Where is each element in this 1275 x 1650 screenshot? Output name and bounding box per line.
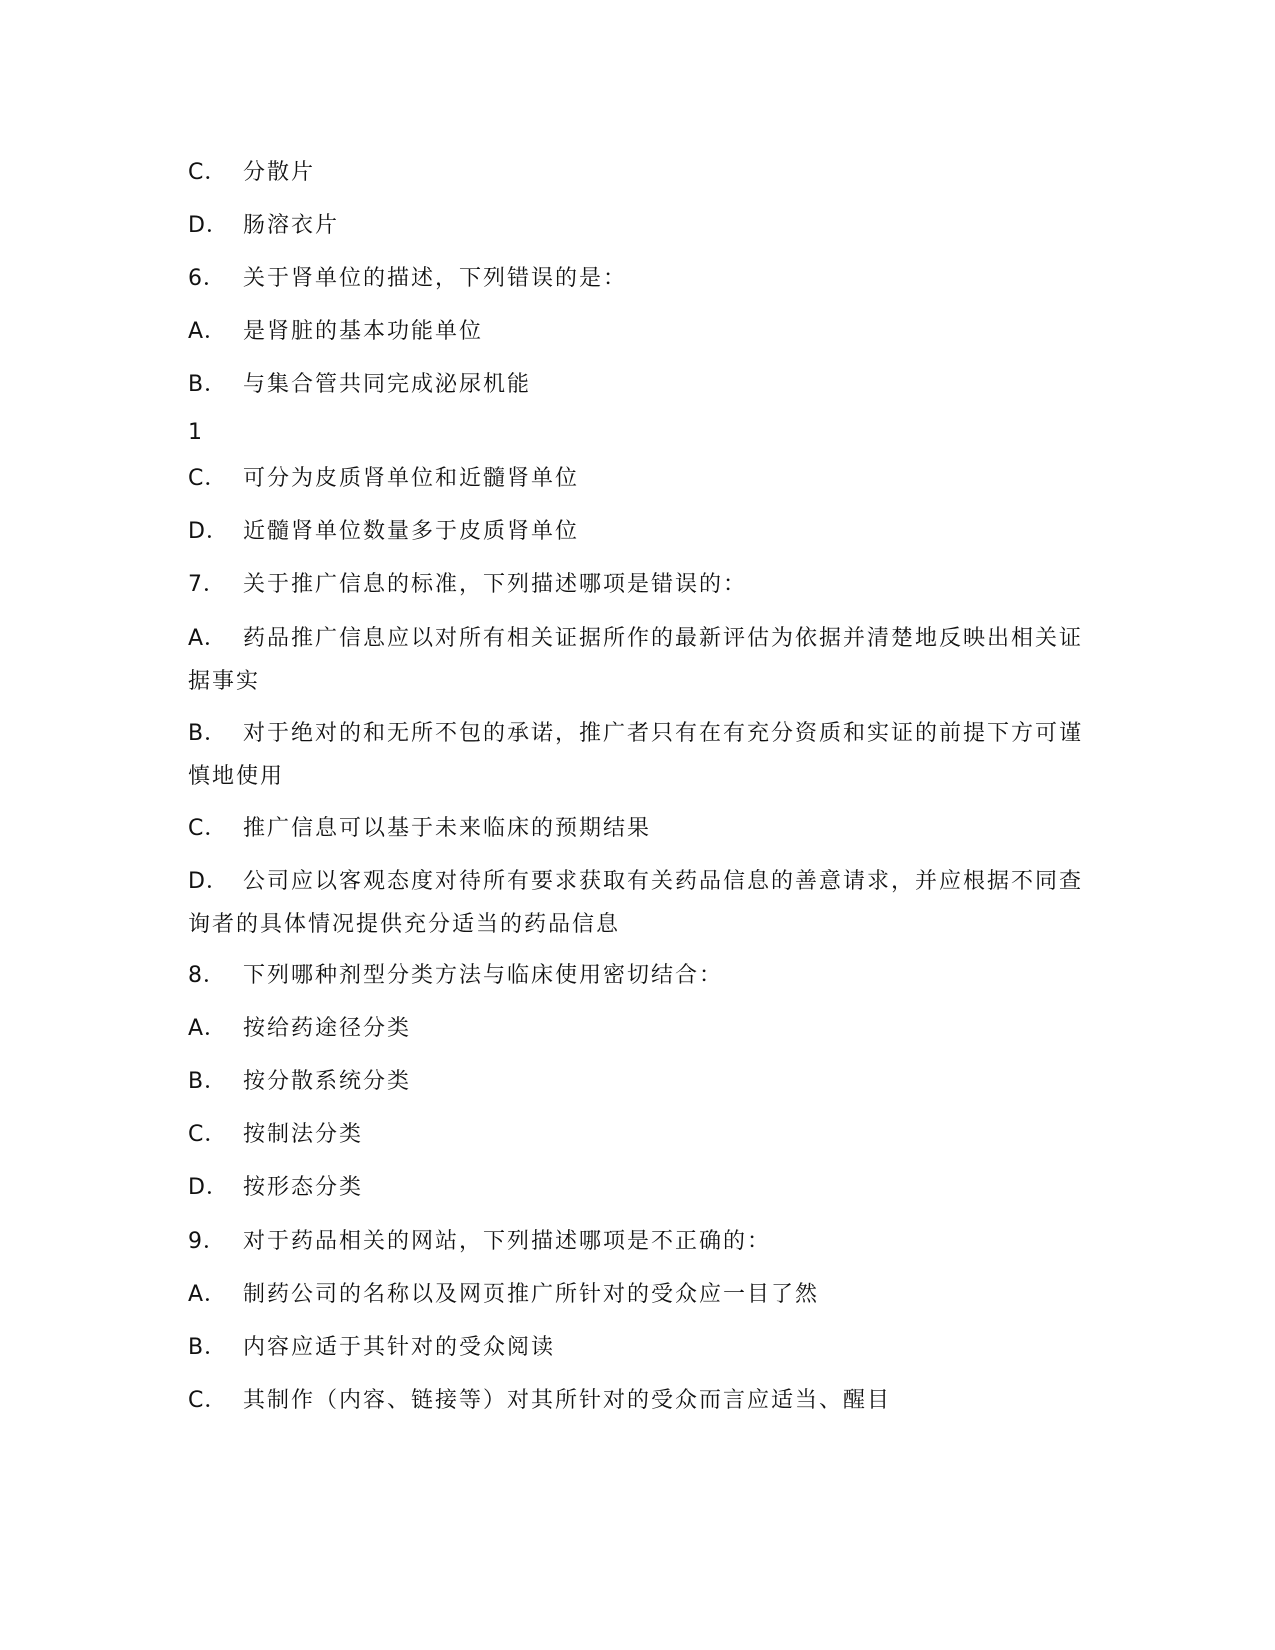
item-text: 按制法分类 (243, 1122, 364, 1147)
item-text: 肠溶衣片 (243, 213, 340, 238)
question-number: 6． (188, 266, 226, 291)
option-d (188, 1167, 1088, 1209)
question-text: 对于药品相关的网站，下列描述哪项是不正确的： (243, 1229, 772, 1254)
item-text: 分散片 (243, 160, 316, 185)
option-d (188, 511, 1088, 553)
question-9 (188, 1221, 1088, 1263)
item-text: 按给药途径分类 (243, 1016, 412, 1041)
item-label: B． (188, 372, 228, 397)
item-text: 其制作（内容、链接等）对其所针对的受众而言应适当、醒目 (243, 1388, 892, 1413)
item-label: C． (188, 466, 228, 491)
question-text: 关于肾单位的描述，下列错误的是： (243, 266, 628, 291)
page-number: 1 (188, 420, 202, 445)
question-6 (188, 258, 1088, 300)
question-text: 关于推广信息的标准，下列描述哪项是错误的： (243, 572, 748, 597)
option-c (188, 1114, 1088, 1156)
item-text: 按形态分类 (243, 1175, 364, 1200)
item-text: 近髓肾单位数量多于皮质肾单位 (243, 519, 580, 544)
option-c (188, 458, 1088, 500)
item-label: C． (188, 816, 228, 841)
item-text: 公司应以客观态度对待所有要求获取有关药品信息的善意请求，并应根据不同查询者的具体情况提供充分适当的药品信息 (188, 869, 1084, 937)
item-text: 推广信息可以基于未来临床的预期结果 (243, 816, 652, 841)
item-text: 制药公司的名称以及网页推广所针对的受众应一目了然 (243, 1282, 820, 1307)
item-label: B． (188, 1335, 228, 1360)
item-text: 是肾脏的基本功能单位 (243, 319, 484, 344)
item-label: C． (188, 160, 228, 185)
option-b (188, 1327, 1088, 1369)
option-d (188, 860, 1088, 946)
option-d (188, 205, 1088, 247)
item-text: 按分散系统分类 (243, 1069, 412, 1094)
option-b (188, 712, 1088, 798)
item-text: 可分为皮质肾单位和近髓肾单位 (243, 466, 580, 491)
option-a (188, 617, 1088, 703)
item-label: B． (188, 721, 228, 746)
option-a (188, 1008, 1088, 1050)
option-c (188, 152, 1088, 194)
item-label: B． (188, 1069, 228, 1094)
item-label: D． (188, 869, 229, 894)
item-label: C． (188, 1122, 228, 1147)
item-text: 药品推广信息应以对所有相关证据所作的最新评估为依据并清楚地反映出相关证据事实 (188, 626, 1084, 694)
option-c (188, 1380, 1088, 1422)
item-label: D． (188, 213, 229, 238)
item-label: D． (188, 519, 229, 544)
question-number: 9． (188, 1229, 226, 1254)
question-8 (188, 955, 1088, 997)
item-label: C． (188, 1388, 228, 1413)
item-text: 对于绝对的和无所不包的承诺，推广者只有在有充分资质和实证的前提下方可谨慎地使用 (188, 721, 1084, 789)
item-label: A． (188, 626, 228, 651)
item-label: A． (188, 1282, 228, 1307)
item-text: 与集合管共同完成泌尿机能 (243, 372, 532, 397)
item-text: 内容应适于其针对的受众阅读 (243, 1335, 556, 1360)
question-number: 8． (188, 963, 226, 988)
option-a (188, 311, 1088, 353)
question-text: 下列哪种剂型分类方法与临床使用密切结合： (243, 963, 724, 988)
item-label: A． (188, 1016, 228, 1041)
question-number: 7． (188, 572, 226, 597)
item-label: D． (188, 1175, 229, 1200)
option-a (188, 1274, 1088, 1316)
option-b (188, 1061, 1088, 1103)
option-b (188, 364, 1088, 406)
item-label: A． (188, 319, 228, 344)
question-7 (188, 564, 1088, 606)
option-c (188, 808, 1088, 850)
